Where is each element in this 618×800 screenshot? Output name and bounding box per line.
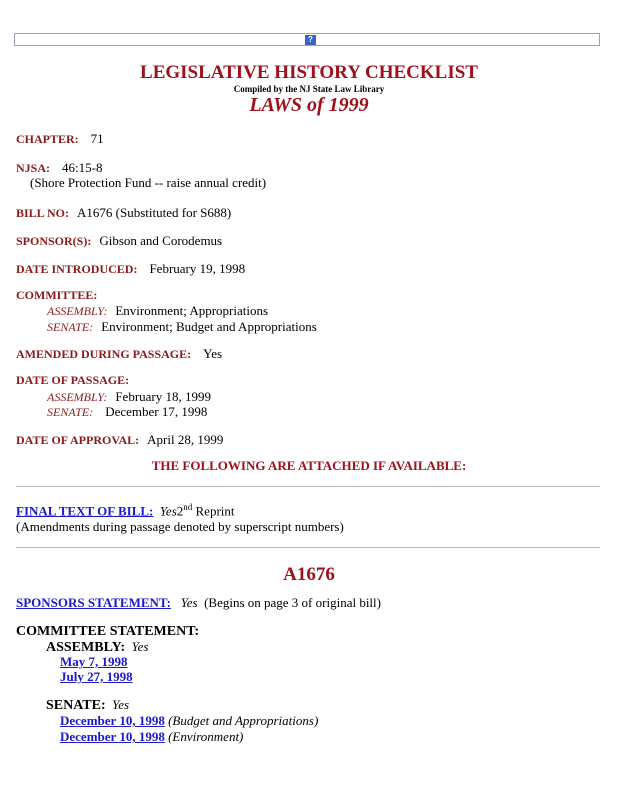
page-title: LEGISLATIVE HISTORY CHECKLIST [140, 62, 478, 83]
senate-statement-link[interactable]: December 10, 1998 [60, 713, 165, 728]
list-item [60, 669, 133, 685]
njsa-label: NJSA: [16, 161, 51, 175]
final-text-row [16, 502, 235, 519]
sponsors-label: SPONSOR(S): [16, 234, 92, 248]
bill-no-label: BILL NO: [16, 206, 70, 220]
divider [16, 547, 600, 548]
final-text-reprint: Reprint [195, 503, 235, 519]
bill-no-value: A1676 (Substituted for S688) [77, 205, 232, 220]
amended-value: Yes [203, 346, 223, 361]
final-text-link[interactable]: FINAL TEXT OF BILL: [16, 503, 154, 519]
assembly-statement-yes: Yes [131, 639, 149, 654]
amended-row [16, 345, 222, 363]
committee-statement-label: COMMITTEE STATEMENT: [16, 624, 200, 639]
list-item [60, 713, 318, 729]
senate-statement-note: (Budget and Appropriations) [168, 713, 319, 728]
passage-senate-row [47, 403, 207, 421]
senate-statement-note: (Environment) [168, 729, 244, 744]
sponsors-statement-row [16, 595, 381, 611]
date-introduced-value: February 19, 1998 [149, 261, 246, 276]
chapter-row [16, 130, 104, 148]
list-item [60, 654, 128, 670]
top-toolbar [14, 33, 600, 46]
njsa-description: (Shore Protection Fund -- raise annual credit) [30, 175, 267, 190]
assembly-statement-link[interactable]: May 7, 1998 [60, 654, 128, 669]
list-item [60, 729, 243, 745]
chapter-label: CHAPTER: [16, 132, 79, 146]
laws-year-heading: LAWS of 1999 [249, 94, 369, 116]
help-icon[interactable]: ? [305, 35, 316, 45]
attached-heading: THE FOLLOWING ARE ATTACHED IF AVAILABLE: [151, 458, 467, 473]
amended-label: AMENDED DURING PASSAGE: [16, 347, 192, 361]
date-introduced-row [16, 260, 245, 278]
committee-senate-row [47, 318, 317, 336]
njsa-value: 46:15-8 [62, 160, 103, 175]
committee-senate-value: Environment; Budget and Appropriations [101, 319, 317, 334]
passage-senate-value: December 17, 1998 [105, 404, 208, 419]
senate-statement-yes: Yes [112, 697, 130, 712]
final-text-note: (Amendments during passage denoted by superscript numbers) [16, 519, 344, 534]
committee-senate-label: SENATE: [47, 320, 94, 334]
sponsors-statement-note: (Begins on page 3 of original bill) [204, 595, 381, 610]
senate-statement-row [46, 697, 129, 714]
assembly-statement-link[interactable]: July 27, 1998 [60, 669, 133, 684]
sponsors-value: Gibson and Corodemus [99, 233, 223, 248]
divider [16, 486, 600, 487]
senate-statement-link[interactable]: December 10, 1998 [60, 729, 165, 744]
date-of-passage-label: DATE OF PASSAGE: [16, 373, 130, 387]
date-of-approval-row [16, 431, 223, 449]
committee-label: COMMITTEE: [16, 288, 98, 302]
final-text-yes: Yes [159, 503, 177, 519]
passage-senate-label: SENATE: [47, 405, 94, 419]
senate-statement-label: SENATE: [46, 698, 106, 713]
sponsors-statement-link[interactable]: SPONSORS STATEMENT: [16, 595, 171, 610]
sponsors-row [16, 232, 222, 250]
date-introduced-label: DATE INTRODUCED: [16, 262, 138, 276]
bill-number-heading: A1676 [283, 564, 335, 585]
passage-assembly-label: ASSEMBLY: [47, 390, 108, 404]
compiled-by: Compiled by the NJ State Law Library [233, 84, 385, 94]
final-text-ordinal-number: 2 [176, 503, 184, 519]
date-of-approval-value: April 28, 1999 [147, 432, 224, 447]
committee-assembly-label: ASSEMBLY: [47, 304, 108, 318]
passage-assembly-value: February 18, 1999 [115, 389, 211, 404]
assembly-statement-label: ASSEMBLY: [46, 640, 126, 655]
final-text-superscript: nd [183, 502, 193, 512]
date-of-approval-label: DATE OF APPROVAL: [16, 433, 140, 447]
chapter-value: 71 [90, 131, 104, 146]
sponsors-statement-yes: Yes [180, 595, 198, 610]
bill-no-row [16, 204, 231, 222]
committee-assembly-value: Environment; Appropriations [115, 303, 269, 318]
